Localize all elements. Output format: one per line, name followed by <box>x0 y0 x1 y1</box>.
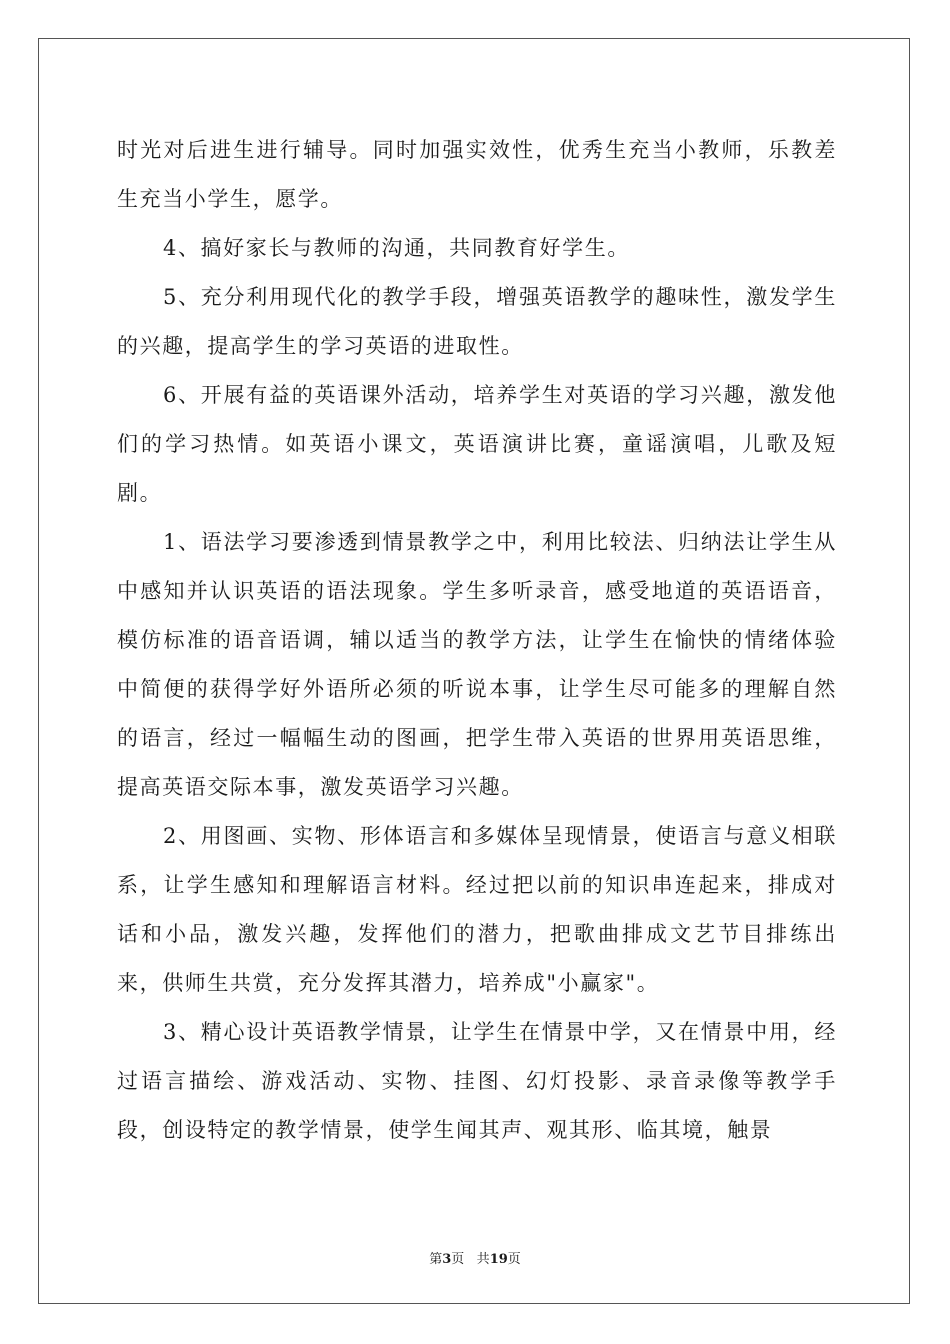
page-total: 19 <box>489 1252 508 1267</box>
paragraph-1: 时光对后进生进行辅导。同时加强实效性，优秀生充当小教师，乐教差生充当小学生，愿学。 <box>117 138 837 211</box>
page-footer <box>0 1248 950 1267</box>
paragraph-7: 3、精心设计英语教学情景，让学生在情景中学，又在情景中用，经过语言描绘、游戏活动、实物、挂图、幻灯投影、录音录像等教学手段，创设特定的教学情景，使学生闻其声、观其形、临其境，触景 <box>117 1020 837 1142</box>
document-body <box>117 126 837 1155</box>
paragraph-3: 5、充分利用现代化的教学手段，增强英语教学的趣味性，激发学生的兴趣，提高学生的学习英语的进取性。 <box>117 285 837 358</box>
total-prefix: 共 <box>476 1252 490 1267</box>
page-suffix: 页 <box>451 1252 465 1267</box>
page-prefix: 第 <box>429 1252 443 1267</box>
page-current: 3 <box>442 1252 452 1267</box>
paragraph-5: 1、语法学习要渗透到情景教学之中，利用比较法、归纳法让学生从中感知并认识英语的语法现象。学生多听录音，感受地道的英语语音，模仿标准的语音语调，辅以适当的教学方法，让学生在愉快的情绪体验中简便的获得学好外语所必须的听说本事，让学生尽可能多的理解自然的语言，经过一幅幅生动的图画，把学生带入英语的世界用英语思维，提高英语交际本事，激发英语学习兴趣。 <box>117 530 837 799</box>
paragraph-6: 2、用图画、实物、形体语言和多媒体呈现情景，使语言与意义相联系，让学生感知和理解语言材料。经过把以前的知识串连起来，排成对话和小品，激发兴趣，发挥他们的潜力，把歌曲排成文艺节目排练出来，供师生共赏，充分发挥其潜力，培养成"小赢家"。 <box>117 824 837 995</box>
paragraph-4: 6、开展有益的英语课外活动，培养学生对英语的学习兴趣，激发他们的学习热情。如英语小课文，英语演讲比赛，童谣演唱，儿歌及短剧。 <box>117 383 837 505</box>
total-suffix: 页 <box>507 1252 521 1267</box>
paragraph-2: 4、搞好家长与教师的沟通，共同教育好学生。 <box>163 236 630 260</box>
